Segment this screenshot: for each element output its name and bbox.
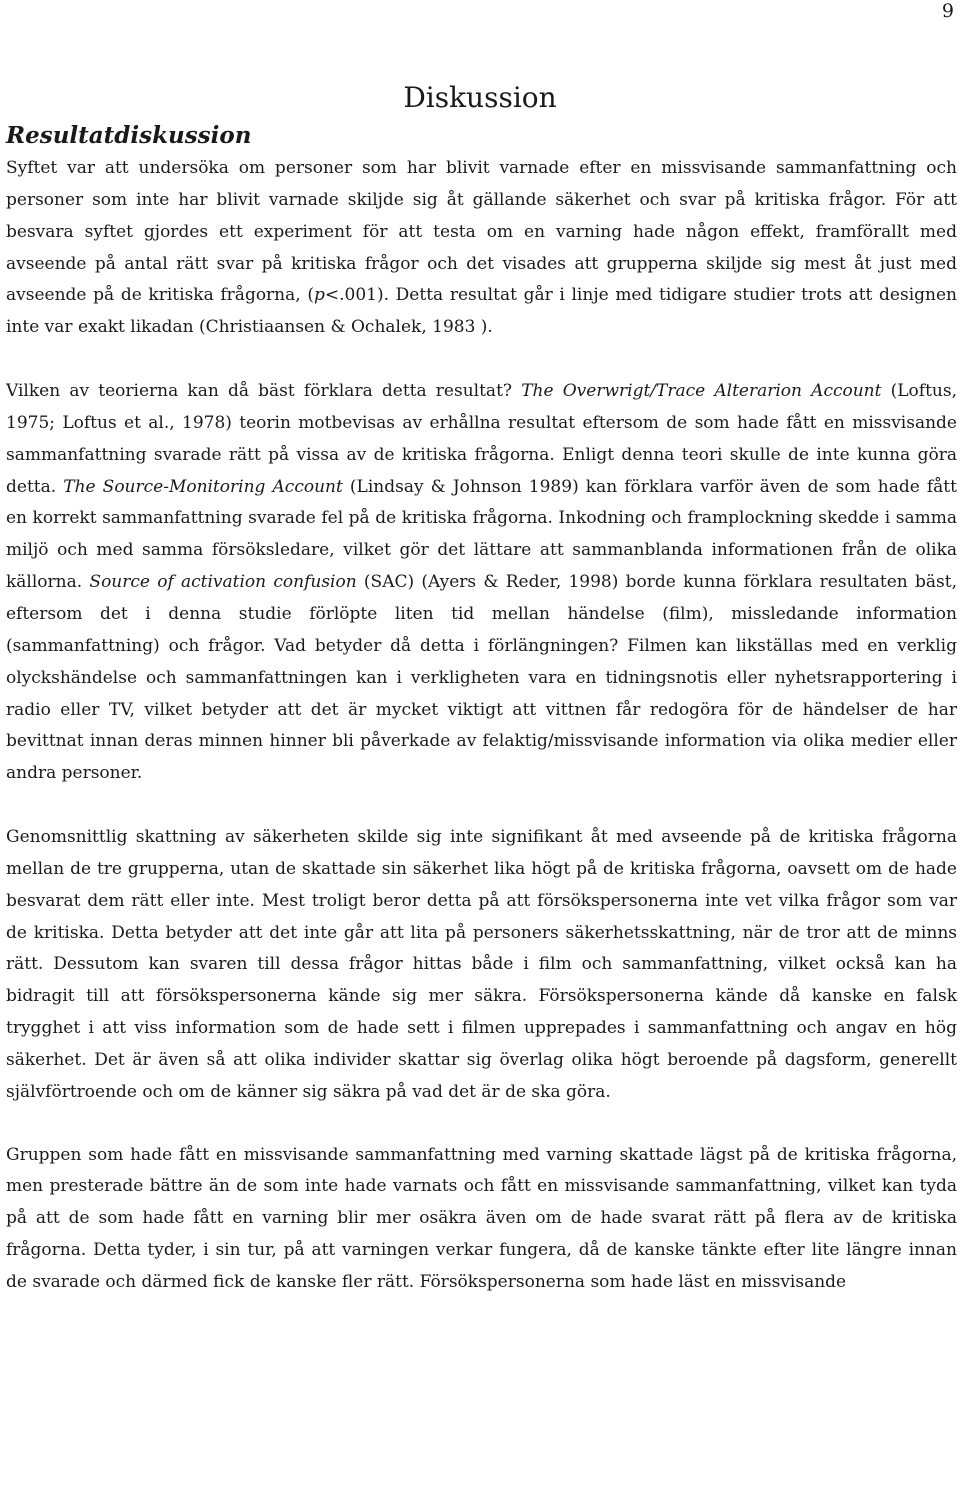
section-heading [0,80,960,116]
section-heading-text: Diskussion [403,81,557,114]
theory-name: Source of activation confusion [89,572,357,593]
theory-name: The Overwrigt/Trace Alterarion Account [521,381,882,402]
paragraph-4: Gruppen som hade fått en missvisande sammanfattning med varning skattade lägst på de kritiska frågorna, men presterade bättre än de som inte hade varnats och fått en missvisande sammanfattning, vilket kan tyda på att de som hade fått en varning blir mer osäkra även om de hade svarat rätt på flera av de kritiska frågorna. Detta tyder, i sin tur, på att varningen verkar fungera, då de kanske tänkte efter lite längre innan de svarade och därmed fick de kanske fler rätt. Försökspersonerna som hade läst en missvisande [6,1144,957,1292]
page-number: 9 [941,0,954,22]
paragraph-1: Syftet var att undersöka om personer som har blivit varnade efter en missvisande sammanfattning och personer som inte har blivit varnade skiljde sig åt gällande säkerhet och svar på kritiska frågor. För att besvara syftet gjordes ett experiment för att testa om en varning hade någon effekt, framförallt med avseende på antal rätt svar på kritiska frågor och det visades att grupperna skiljde sig mest åt just med avseende på de kritiska frågorna, (p<.001). Detta resultat går i linje med tidigare studier trots att designen inte var exakt likadan (Christiaansen & Ochalek, 1983 ). [6,158,957,338]
body-text [6,153,957,1299]
theory-name: The Source-Monitoring Account [63,476,343,497]
paragraph-2: Vilken av teorierna kan då bäst förklara detta resultat? The Overwrigt/Trace Alterarion Account (Loftus, 1975; Loftus et al., 1978) teorin motbevisas av erhållna resultat eftersom de som hade fått en missvisande sammanfattning svarade rätt på vissa av de kritiska frågorna. Enligt denna teori skulle de inte kunna göra detta. The Source-Monitoring Account (Lindsay & Johnson 1989) kan förklara varför även de som hade fått en korrekt sammanfattning svarade fel på de kritiska frågorna. Inkodning och framplockning skedde i samma miljö och med samma försöksledare, vilket gör det lättare att sammanblanda informationen från de olika källorna. Source of activation confusion (SAC) (Ayers & Reder, 1998) borde kunna förklara resultaten bäst, eftersom det i denna studie förlöpte liten tid mellan händelse (film), missledande information (sammanfattning) och frågor. Vad betyder då detta i förlängningen? Filmen kan likställas med en verklig olyckshändelse och sammanfattningen kan i verkligheten vara en tidningsnotis eller nyhetsrapportering i radio eller TV, vilket betyder att det är mycket viktigt att vittnen får redogöra för de händelser de har bevittnat innan deras minnen hinner bli påverkade av felaktig/missvisande information via olika medier eller andra personer. [6,381,957,784]
subsection-heading: Resultatdiskussion [6,122,252,149]
paragraph-3: Genomsnittlig skattning av säkerheten skilde sig inte signifikant åt med avseende på de kritiska frågorna mellan de tre grupperna, utan de skattade sin säkerhet lika högt på de kritiska frågorna, oavsett om de hade besvarat dem rätt eller inte. Mest troligt beror detta på att försökspersonerna inte vet vilka frågor som var de kritiska. Detta betyder att det inte går att lita på personers säkerhetsskattning, när de tror att de minns rätt. Dessutom kan svaren till dessa frågor hittas både i film och sammanfattning, vilket också kan ha bidragit till att försökspersonerna kände sig mer säkra. Försökspersonerna kände då kanske en falsk trygghet i att viss information som de hade sett i filmen upprepades i sammanfattning och angav en hög säkerhet. Det är även så att olika individer skattar sig överlag olika högt beroende på dagsform, generellt självförtroende och om de känner sig säkra på vad det är de ska göra. [6,827,957,1102]
p-value-symbol: p [313,285,325,306]
